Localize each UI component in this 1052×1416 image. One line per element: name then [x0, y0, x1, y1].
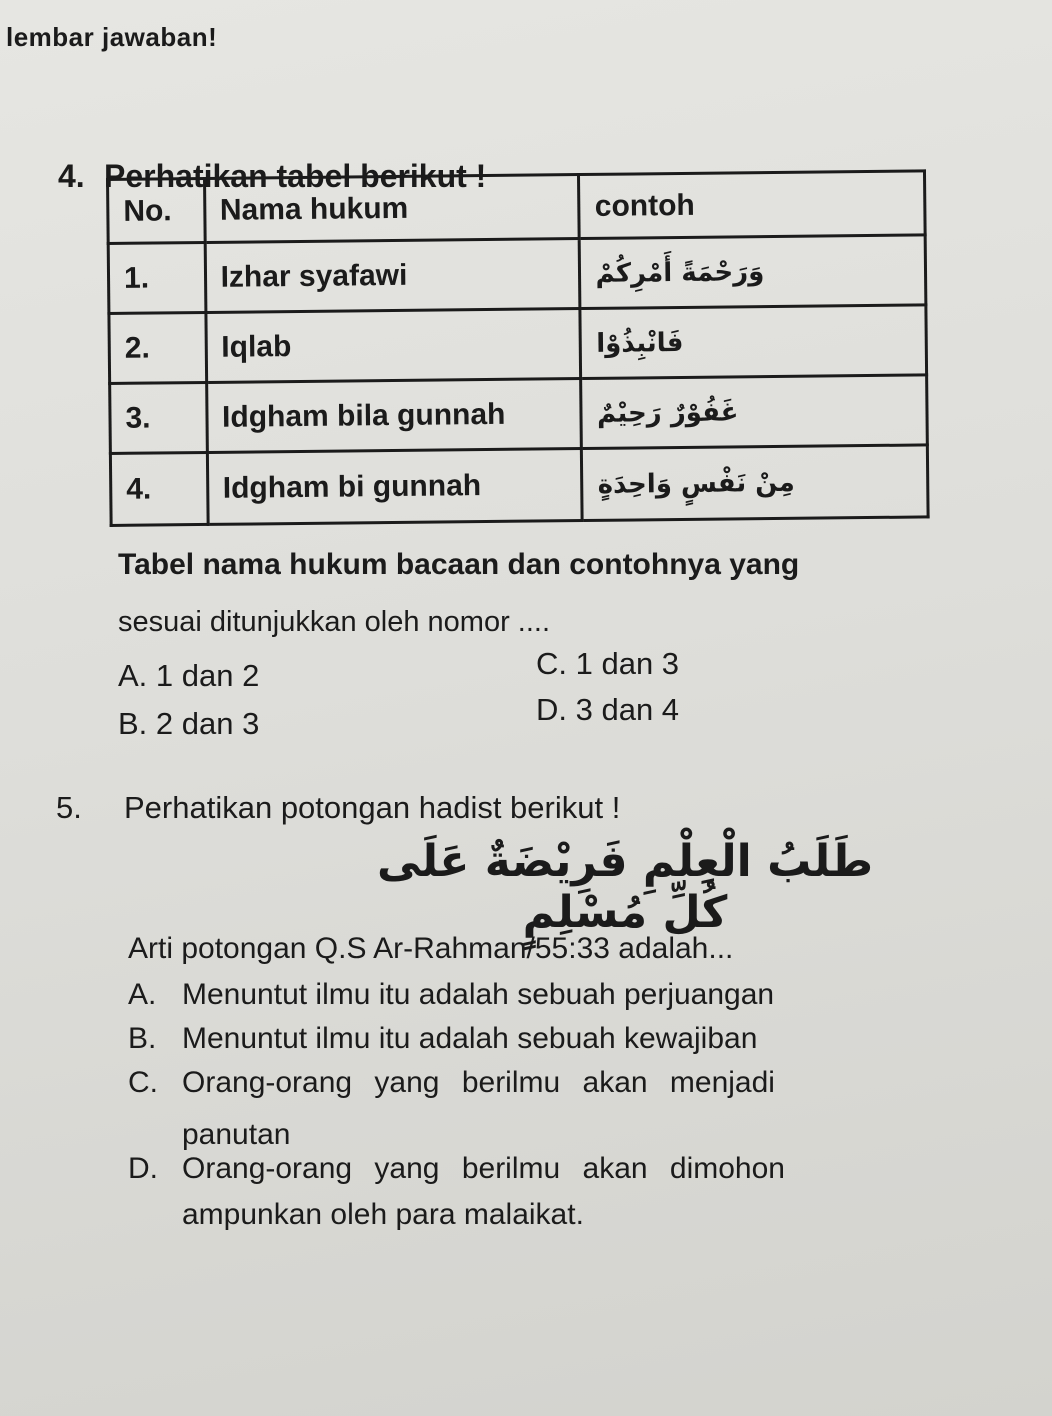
question-5-option-b[interactable]	[128, 1022, 757, 1056]
row-1-nama: Izhar syafawi	[205, 239, 581, 313]
table-row	[110, 445, 928, 526]
question-4-option-c[interactable]: C. 1 dan 3	[536, 646, 680, 681]
row-3-no: 3.	[110, 382, 207, 453]
hadist-arabic-text: طَلَبُ الْعِلْمِ فَرِيْضَةٌ عَلَى كُلِّ مُسْلِمٍ	[376, 836, 874, 938]
row-3-nama: Idgham bila gunnah	[206, 379, 582, 453]
row-4-contoh: مِنْ نَفْسٍ وَاحِدَةٍ	[582, 445, 928, 521]
option-d-letter: D.	[128, 1152, 158, 1185]
question-5-option-c[interactable]	[128, 1066, 775, 1100]
row-4-nama: Idgham bi gunnah	[207, 449, 583, 525]
table-row	[109, 305, 927, 384]
tajwid-table	[106, 169, 930, 527]
question-5-stem: Arti potongan Q.S Ar-Rahman/55:33 adalah...	[128, 932, 734, 965]
table-caption: Tabel nama hukum bacaan dan contohnya yang	[118, 548, 800, 581]
option-b-text: Menuntut ilmu itu adalah sebuah kewajiban	[182, 1022, 758, 1055]
option-c-text-line1: Orang-orang yang berilmu akan menjadi	[182, 1066, 775, 1099]
header-nama-hukum: Nama hukum	[204, 175, 580, 243]
header-no: No.	[108, 178, 205, 243]
row-1-contoh: وَرَحْمَةً أَمْرِكُمْ	[580, 235, 926, 309]
question-5-option-d[interactable]	[128, 1152, 785, 1186]
option-c-letter: C.	[128, 1066, 158, 1099]
row-4-no: 4.	[110, 452, 207, 525]
question-5-number: 5.	[56, 790, 82, 825]
option-a-letter: A.	[128, 978, 157, 1011]
question-4-option-a[interactable]: A. 1 dan 2	[118, 658, 260, 693]
table-row	[108, 235, 926, 314]
header-contoh: contoh	[579, 171, 925, 239]
question-4-title-text: Perhatikan tabel berikut !	[104, 158, 487, 194]
question-5-title-text: Perhatikan potongan hadist berikut !	[124, 790, 621, 825]
question-4-number: 4.	[58, 158, 85, 194]
question-5-option-a[interactable]	[128, 978, 774, 1012]
question-4-option-d[interactable]: D. 3 dan 4	[536, 692, 680, 727]
row-2-contoh: فَانْبِذُوْا	[580, 305, 926, 379]
question-4-stem: sesuai ditunjukkan oleh nomor ....	[118, 606, 551, 638]
row-1-no: 1.	[108, 242, 205, 313]
sheet-header: lembar jawaban!	[6, 22, 218, 52]
option-b-letter: B.	[128, 1022, 157, 1055]
option-d-text-line2: ampunkan oleh para malaikat.	[182, 1198, 584, 1231]
question-5-title	[56, 790, 620, 826]
row-2-nama: Iqlab	[205, 309, 581, 383]
option-a-text: Menuntut ilmu itu adalah sebuah perjuangan	[182, 978, 775, 1011]
table-row	[110, 375, 928, 454]
option-d-text-line1: Orang-orang yang berilmu akan dimohon	[182, 1152, 785, 1185]
row-3-contoh: غَفُوْرٌ رَحِيْمٌ	[581, 375, 927, 449]
table-header-row	[108, 171, 926, 244]
row-2-no: 2.	[109, 312, 206, 383]
option-c-text-line2: panutan	[182, 1118, 291, 1151]
question-4-option-b[interactable]: B. 2 dan 3	[118, 706, 260, 741]
